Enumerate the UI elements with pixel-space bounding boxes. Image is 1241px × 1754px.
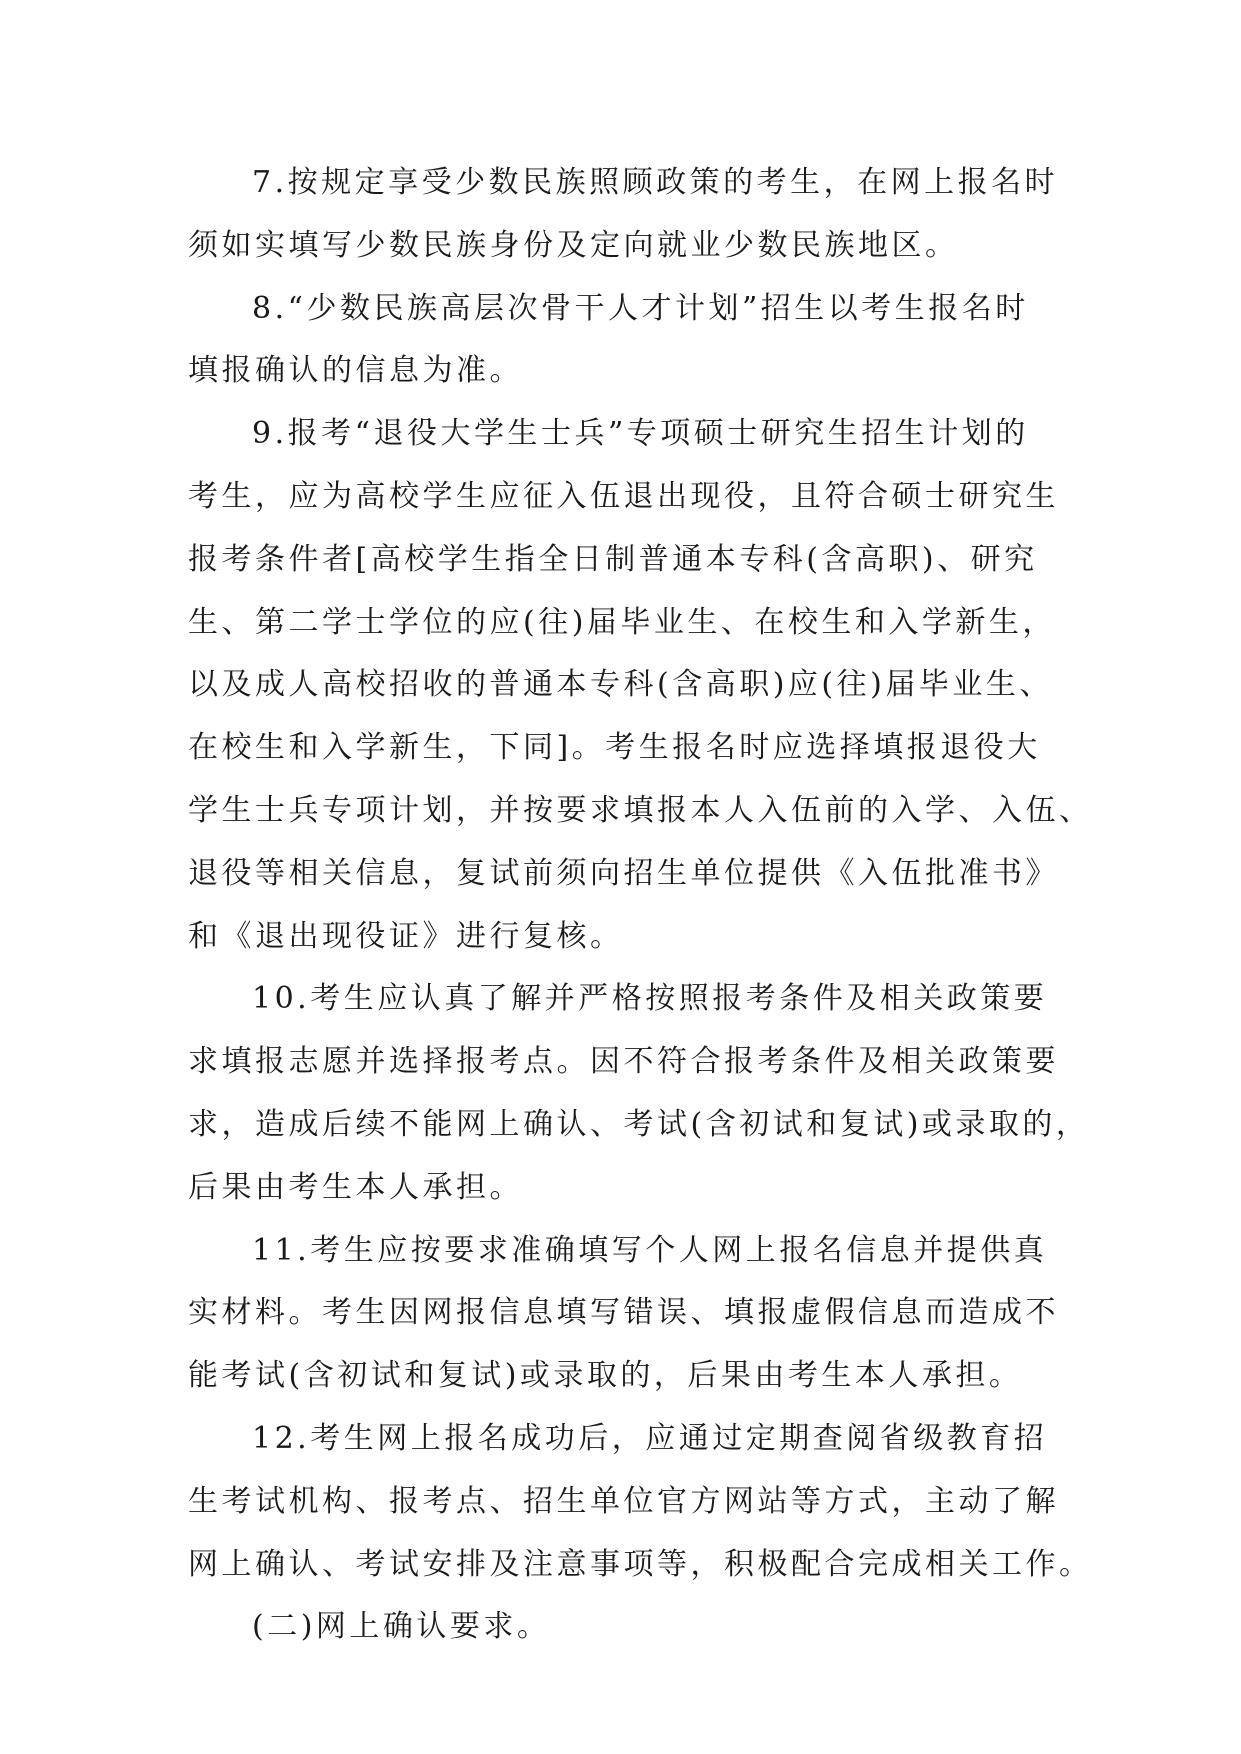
text-line: 10.考生应认真了解并严格按照报考条件及相关政策要	[252, 981, 1048, 1017]
paragraph-item-11	[188, 1220, 1068, 1408]
document-body	[188, 152, 1093, 1659]
text-line: 12.考生网上报名成功后，应通过定期查阅省级教育招	[252, 1420, 1048, 1456]
text-line: 11.考生应按要求准确填写个人网上报名信息并提供真	[252, 1232, 1048, 1268]
text-line: 须如实填写少数民族身份及定向就业少数民族地区。	[188, 227, 959, 263]
text-line: 生、第二学士学位的应(往)届毕业生、在校生和入学新生，	[188, 604, 1056, 640]
text-line: 报考条件者[高校学生指全日制普通本专科(含高职)、研究	[188, 541, 1038, 577]
text-line: 后果由考生本人承担。	[188, 1169, 523, 1205]
paragraph-item-7	[188, 152, 1068, 278]
text-line: 求填报志愿并选择报考点。因不符合报考条件及相关政策要	[188, 1044, 1059, 1080]
text-line: (二)网上确认要求。	[252, 1609, 551, 1645]
paragraph-item-9	[188, 403, 1093, 968]
text-line: 在校生和入学新生，下同]。考生报名时应选择填报退役大	[188, 730, 1041, 766]
text-line: 学生士兵专项计划，并按要求填报本人入伍前的入学、入伍、	[188, 792, 1093, 828]
section-heading-online-confirmation	[188, 1596, 1068, 1659]
text-line: 能考试(含初试和复试)或录取的，后果由考生本人承担。	[188, 1358, 1023, 1394]
paragraph-item-8	[188, 278, 1068, 404]
text-line: 实材料。考生因网报信息填写错误、填报虚假信息而造成不	[188, 1295, 1059, 1331]
text-line: 网上确认、考试安排及注意事项等，积极配合完成相关工作。	[188, 1546, 1093, 1582]
text-line: 退役等相关信息，复试前须向招生单位提供《入伍批准书》	[188, 855, 1059, 891]
text-line: 求，造成后续不能网上确认、考试(含初试和复试)或录取的，	[188, 1106, 1090, 1142]
paragraph-item-12	[188, 1408, 1093, 1596]
text-line: 8.“少数民族高层次骨干人才计划”招生以考生报名时	[252, 290, 1029, 326]
text-line: 以及成人高校招收的普通本专科(含高职)应(往)届毕业生、	[188, 667, 1053, 703]
text-line: 和《退出现役证》进行复核。	[188, 918, 624, 954]
text-line: 考生，应为高校学生应征入伍退出现役，且符合硕士研究生	[188, 478, 1059, 514]
text-line: 9.报考“退役大学生士兵”专项硕士研究生招生计划的	[252, 416, 1029, 452]
text-line: 7.按规定享受少数民族照顾政策的考生，在网上报名时	[252, 165, 1059, 200]
text-line: 填报确认的信息为准。	[188, 353, 523, 389]
paragraph-item-10	[188, 968, 1090, 1219]
text-line: 生考试机构、报考点、招生单位官方网站等方式，主动了解	[188, 1483, 1059, 1519]
